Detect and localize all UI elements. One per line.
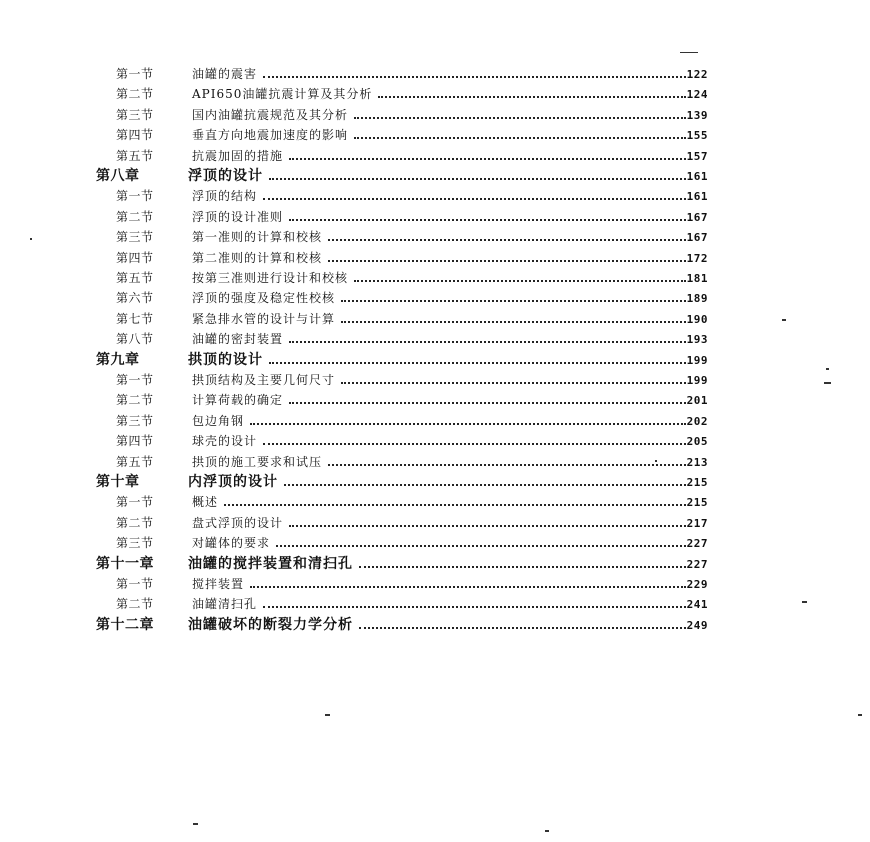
section-title: API650油罐抗震计算及其分析: [192, 87, 373, 102]
section-number: 第三节: [116, 536, 154, 551]
chapter-number: 第九章: [96, 351, 140, 368]
section-number: 第五节: [116, 454, 154, 469]
dot-leader: [224, 504, 686, 506]
section-number: 第四节: [116, 434, 154, 449]
dot-leader: [289, 402, 686, 404]
section-number: 第二节: [116, 515, 154, 530]
toc-section-entry: [116, 125, 708, 145]
chapter-title: 内浮顶的设计: [188, 474, 278, 490]
toc-chapter-entry: [96, 615, 708, 635]
toc-chapter-entry: [96, 350, 708, 370]
section-number: 第八节: [116, 332, 154, 347]
toc-section-entry: [116, 390, 708, 410]
toc-section-entry: [116, 64, 708, 84]
chapter-title: 油罐破坏的断裂力学分析: [188, 616, 353, 633]
dot-leader: [263, 443, 686, 445]
toc-section-entry: [116, 146, 708, 166]
page-number: 249: [686, 618, 708, 632]
section-number: 第二节: [116, 87, 154, 102]
toc-section-entry: [116, 268, 708, 288]
section-title: 按第三准则进行设计和校核: [192, 271, 349, 285]
section-title: 浮顶的强度及稳定性校核: [192, 291, 336, 306]
page-number: 241: [686, 598, 708, 612]
section-number: 第一节: [116, 189, 154, 204]
page-number: 193: [686, 333, 708, 347]
section-title: 包边角钢: [192, 413, 245, 428]
toc-section-entry: [116, 84, 708, 104]
dot-leader: [289, 341, 686, 343]
page-number: 205: [686, 435, 708, 449]
section-title: 盘式浮顶的设计: [192, 515, 284, 530]
section-title: 概述: [192, 495, 219, 510]
section-number: 第一节: [116, 373, 154, 387]
toc-section-entry: [116, 452, 708, 472]
dot-leader: [263, 198, 686, 200]
page-number: 172: [686, 251, 708, 265]
toc-section-entry: [116, 594, 708, 614]
chapter-number: 第十一章: [96, 555, 154, 572]
chapter-number: 第十章: [96, 474, 140, 490]
section-title: 球壳的设计: [192, 434, 258, 449]
page-number: 139: [686, 108, 708, 122]
page-number: 190: [686, 312, 708, 326]
toc-section-entry: [116, 492, 708, 512]
page-number: 227: [686, 537, 708, 551]
toc-section-entry: [116, 574, 708, 594]
toc-section-entry: [116, 207, 708, 227]
scan-speck: [30, 238, 32, 240]
scan-speck: [545, 830, 549, 832]
page-number: 161: [686, 190, 708, 204]
page-number: 167: [686, 231, 708, 245]
toc-section-entry: [116, 105, 708, 125]
section-number: 第三节: [116, 230, 154, 245]
page-number: 215: [686, 496, 708, 510]
toc-chapter-entry: [96, 166, 708, 186]
dot-leader: [284, 484, 686, 486]
chapter-number: 第八章: [96, 168, 140, 184]
scan-speck: [680, 52, 698, 53]
page-number: 124: [686, 88, 708, 102]
section-number: 第一节: [116, 67, 154, 81]
scan-speck: [802, 601, 807, 603]
scan-speck: [782, 319, 786, 321]
dot-leader: [250, 586, 686, 588]
dot-leader: [289, 525, 686, 527]
section-number: 第四节: [116, 128, 154, 143]
dot-leader: [354, 117, 686, 119]
section-number: 第七节: [116, 311, 154, 326]
toc-section-entry: [116, 533, 708, 553]
scan-speck: [325, 714, 330, 716]
chapter-title: 浮顶的设计: [188, 168, 263, 184]
scan-speck: [826, 368, 829, 370]
toc-section-entry: [116, 370, 708, 390]
dot-leader: [276, 545, 686, 547]
page-number: 157: [686, 149, 708, 163]
page-number: 229: [686, 578, 708, 591]
dot-leader: [328, 260, 686, 262]
toc-section-entry: [116, 248, 708, 268]
section-title: 油罐的震害: [192, 67, 258, 81]
chapter-title: 油罐的搅拌装置和清扫孔: [188, 555, 353, 572]
page-number: 122: [686, 68, 708, 81]
page-number: 199: [686, 374, 708, 387]
page-number: 161: [686, 170, 708, 183]
section-title: 油罐的密封装置: [192, 332, 284, 347]
toc-chapter-entry: [96, 472, 708, 492]
section-title: 抗震加固的措施: [192, 148, 284, 163]
dot-leader: [341, 321, 686, 323]
page-number: 213: [686, 455, 708, 469]
toc-chapter-entry: [96, 554, 708, 574]
dot-leader: [289, 219, 686, 221]
section-title: 第一准则的计算和校核: [192, 230, 323, 245]
section-title: 拱顶结构及主要几何尺寸: [192, 373, 336, 387]
section-number: 第六节: [116, 291, 154, 306]
page-number: 227: [686, 557, 708, 571]
scan-speck: [858, 714, 862, 716]
dot-leader: [328, 239, 686, 241]
section-title: 紧急排水管的设计与计算: [192, 311, 336, 326]
section-number: 第三节: [116, 107, 154, 122]
section-number: 第一节: [116, 495, 154, 510]
toc-section-entry: [116, 411, 708, 431]
page-number: 215: [686, 476, 708, 489]
section-title: 国内油罐抗震规范及其分析: [192, 107, 349, 122]
dot-leader: [359, 627, 686, 629]
section-title: 第二准则的计算和校核: [192, 250, 323, 265]
dot-leader: [269, 178, 686, 180]
toc-section-entry: [116, 309, 708, 329]
dot-leader: [341, 300, 686, 302]
page-number: 217: [686, 516, 708, 530]
toc-section-entry: [116, 329, 708, 349]
toc-section-entry: [116, 288, 708, 308]
page-number: 201: [686, 394, 708, 408]
section-number: 第二节: [116, 393, 154, 408]
page-number: 155: [686, 129, 708, 143]
section-number: 第五节: [116, 148, 154, 163]
section-number: 第五节: [116, 271, 154, 285]
dot-leader: [354, 137, 686, 139]
chapter-number: 第十二章: [96, 616, 154, 633]
scan-speck: [655, 460, 657, 462]
dot-leader: [263, 606, 686, 608]
scan-speck: [824, 382, 831, 384]
section-title: 拱顶的施工要求和试压: [192, 454, 323, 469]
section-number: 第二节: [116, 209, 154, 224]
dot-leader: [354, 280, 686, 282]
page-number: 181: [686, 272, 708, 285]
section-title: 对罐体的要求: [192, 536, 271, 551]
section-title: 油罐清扫孔: [192, 597, 258, 612]
scan-speck: [193, 823, 198, 825]
section-number: 第二节: [116, 597, 154, 612]
section-title: 浮顶的结构: [192, 189, 258, 204]
dot-leader: [378, 96, 685, 98]
dot-leader: [289, 158, 686, 160]
section-title: 搅拌装置: [192, 577, 245, 591]
section-title: 垂直方向地震加速度的影响: [192, 128, 349, 143]
dot-leader: [269, 362, 686, 364]
toc-section-entry: [116, 431, 708, 451]
section-number: 第四节: [116, 250, 154, 265]
toc-section-entry: [116, 186, 708, 206]
dot-leader: [263, 76, 686, 78]
page-number: 199: [686, 353, 708, 367]
section-number: 第三节: [116, 413, 154, 428]
dot-leader: [341, 382, 686, 384]
dot-leader: [359, 566, 686, 568]
chapter-title: 拱顶的设计: [188, 351, 263, 368]
page-number: 167: [686, 210, 708, 224]
dot-leader: [250, 423, 686, 425]
toc-section-entry: [116, 513, 708, 533]
dot-leader: [328, 464, 686, 466]
page-number: 202: [686, 414, 708, 428]
toc-section-entry: [116, 227, 708, 247]
section-number: 第一节: [116, 577, 154, 591]
page-number: 189: [686, 292, 708, 306]
section-title: 计算荷载的确定: [192, 393, 284, 408]
section-title: 浮顶的设计准则: [192, 209, 284, 224]
